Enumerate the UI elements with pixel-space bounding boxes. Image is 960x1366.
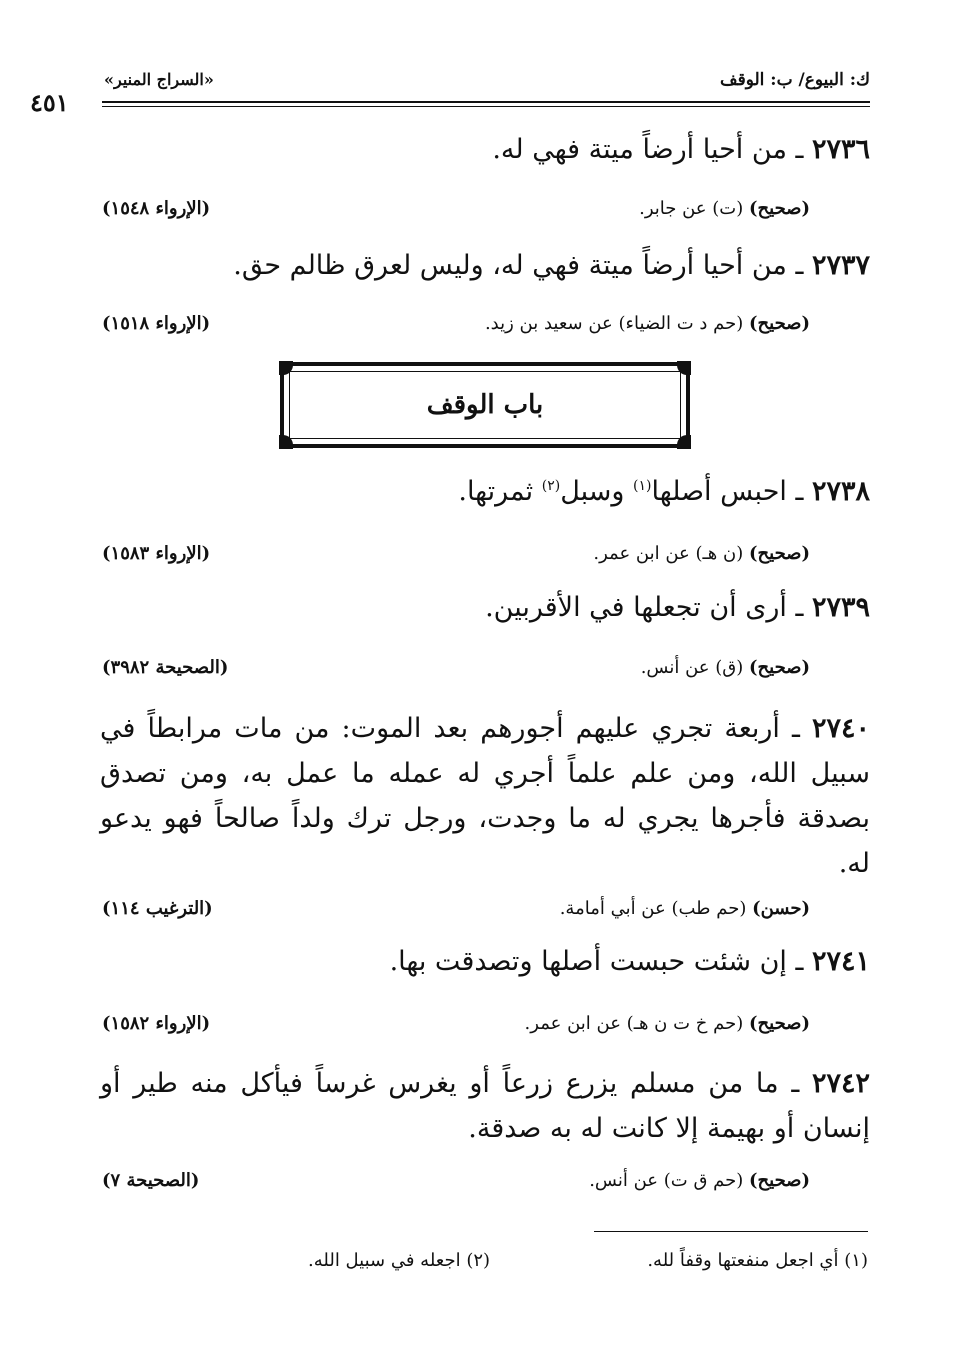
hadith-text: ٢٧٤٠ ـ أربعة تجري عليهم أجورهم بعد الموت: من مات مرابطاً في سبيل الله، ومن علم علماً أجري له عمله ما عمل به، ومن تصدق بصدقة فأجرها يجري له ما وجدت، ورجل ترك ولداً صالحاً فهو يدعو له.	[100, 713, 870, 879]
hadith-reference: (الإرواء ١٥٨٣)	[102, 543, 211, 564]
hadith-reference: (الصحيحة ٣٩٨٢)	[102, 657, 229, 678]
hadith-text: ٢٧٣٦ ـ من أحيا أرضاً ميتة فهي له.	[492, 134, 870, 165]
footnote-marker: (٢)	[541, 478, 561, 494]
footnote-separator	[594, 1231, 868, 1232]
frame-corner-ornament	[677, 435, 691, 449]
hadith-number: ٢٧٤١	[811, 946, 870, 977]
grade-sources: (حم طب) عن أبي أمامة.	[559, 898, 747, 919]
grade-label: (صحيح)	[749, 543, 810, 564]
hadith-number: ٢٧٣٧	[811, 250, 870, 281]
hadith-text: ٢٧٤٢ ـ ما من مسلم يزرع زرعاً أو يغرس غرساً فيأكل منه طير أو إنسان أو بهيمة إلا كانت له به صدقة.	[100, 1068, 870, 1144]
hadith-number: ٢٧٣٦	[811, 134, 870, 165]
chapter-title: باب الوقف	[426, 390, 544, 420]
footnote-number: (١)	[844, 1250, 868, 1271]
hadith-grade	[641, 657, 810, 678]
hadith-body: أربعة تجري عليهم أجورهم بعد الموت: من مات مرابطاً في سبيل الله، ومن علم علماً أجري له عمله ما عمل به، ومن تصدق بصدقة فأجرها يجري له ما وجدت، ورجل ترك ولداً صالحاً فهو يدعو له.	[100, 713, 870, 879]
footnote	[647, 1250, 868, 1271]
hadith-body: ثمرتها.	[458, 476, 542, 507]
hadith-number: ٢٧٣٩	[811, 592, 870, 623]
grade-sources: (حم ق ت) عن أنس.	[589, 1170, 744, 1191]
footnote-text: اجعله في سبيل الله.	[308, 1250, 461, 1271]
hadith-text: ٢٧٤١ ـ إن شئت حبست أصلها وتصدقت بها.	[389, 946, 870, 977]
chapter-title-frame	[280, 362, 690, 448]
hadith-body: أرى أن تجعلها في الأقربين.	[485, 592, 787, 623]
hadith-body: إن شئت حبست أصلها وتصدقت بها.	[389, 946, 787, 977]
hadith-body: ما من مسلم يزرع زرعاً أو يغرس غرساً فيأكل منه طير أو إنسان أو بهيمة إلا كانت له به صدقة.	[100, 1068, 870, 1144]
hadith-body: احبس أصلها	[651, 476, 787, 507]
grade-sources: (حم خ ت ن هـ) عن ابن عمر.	[524, 1013, 744, 1034]
footnote-marker: (١)	[633, 478, 652, 494]
grade-sources: (ق) عن أنس.	[640, 657, 744, 678]
hadith-body: وسبل	[560, 476, 634, 507]
hadith-reference: (الإرواء ١٥١٨)	[102, 313, 211, 334]
footnote-text: أي اجعل منفعتها وقفاً لله.	[647, 1250, 839, 1271]
hadith-number: ٢٧٤٠	[811, 713, 870, 744]
grade-label: (صحيح)	[749, 313, 810, 334]
grade-label: (صحيح)	[749, 198, 810, 219]
grade-sources: (حم د ت الضياء) عن سعيد بن زيد.	[484, 313, 744, 334]
header-rule-thin	[102, 106, 870, 107]
hadith-reference: (الإرواء ١٥٤٨)	[102, 198, 211, 219]
hadith-grade	[525, 1013, 810, 1034]
grade-label: (صحيح)	[749, 1170, 810, 1191]
grade-label: (صحيح)	[749, 1013, 810, 1034]
hadith-reference: (الترغيب ١١٤)	[102, 898, 213, 919]
hadith-text: ٢٧٣٧ ـ من أحيا أرضاً ميتة فهي له، وليس لعرق ظالم حق.	[233, 250, 870, 281]
hadith-grade	[639, 198, 810, 219]
hadith-body: من أحيا أرضاً ميتة فهي له، وليس لعرق ظالم حق.	[233, 250, 787, 281]
page-number: ٤٥١	[30, 88, 69, 117]
hadith-grade	[589, 1170, 810, 1191]
hadith-reference: (الإرواء ١٥٨٢)	[102, 1013, 211, 1034]
hadith-text: ٢٧٣٩ ـ أرى أن تجعلها في الأقربين.	[485, 592, 870, 623]
running-header-chapter: ك: البيوع/ ب: الوقف	[719, 70, 870, 90]
footnote-number: (٢)	[466, 1250, 491, 1271]
hadith-number: ٢٧٤٢	[811, 1068, 870, 1099]
hadith-grade	[560, 898, 810, 919]
hadith-text: ٢٧٣٨ ـ احبس أصلها$^{(١)}$ وسبل$^{(٢)}$ ثمرتها.	[458, 476, 870, 507]
hadith-grade	[593, 543, 810, 564]
grade-label: (صحيح)	[749, 657, 810, 678]
running-header-book: «السراج المنير»	[104, 70, 214, 89]
grade-label: (حسن)	[752, 898, 810, 919]
header-rule	[102, 101, 870, 103]
hadith-reference: (الصحيحة ٧)	[102, 1170, 200, 1191]
grade-sources: (ت) عن جابر.	[639, 198, 744, 219]
grade-sources: (ن هـ) عن ابن عمر.	[593, 543, 744, 564]
hadith-number: ٢٧٣٨	[811, 476, 870, 507]
hadith-body: من أحيا أرضاً ميتة فهي له.	[492, 134, 787, 165]
footnote	[308, 1250, 490, 1271]
hadith-grade	[485, 313, 810, 334]
